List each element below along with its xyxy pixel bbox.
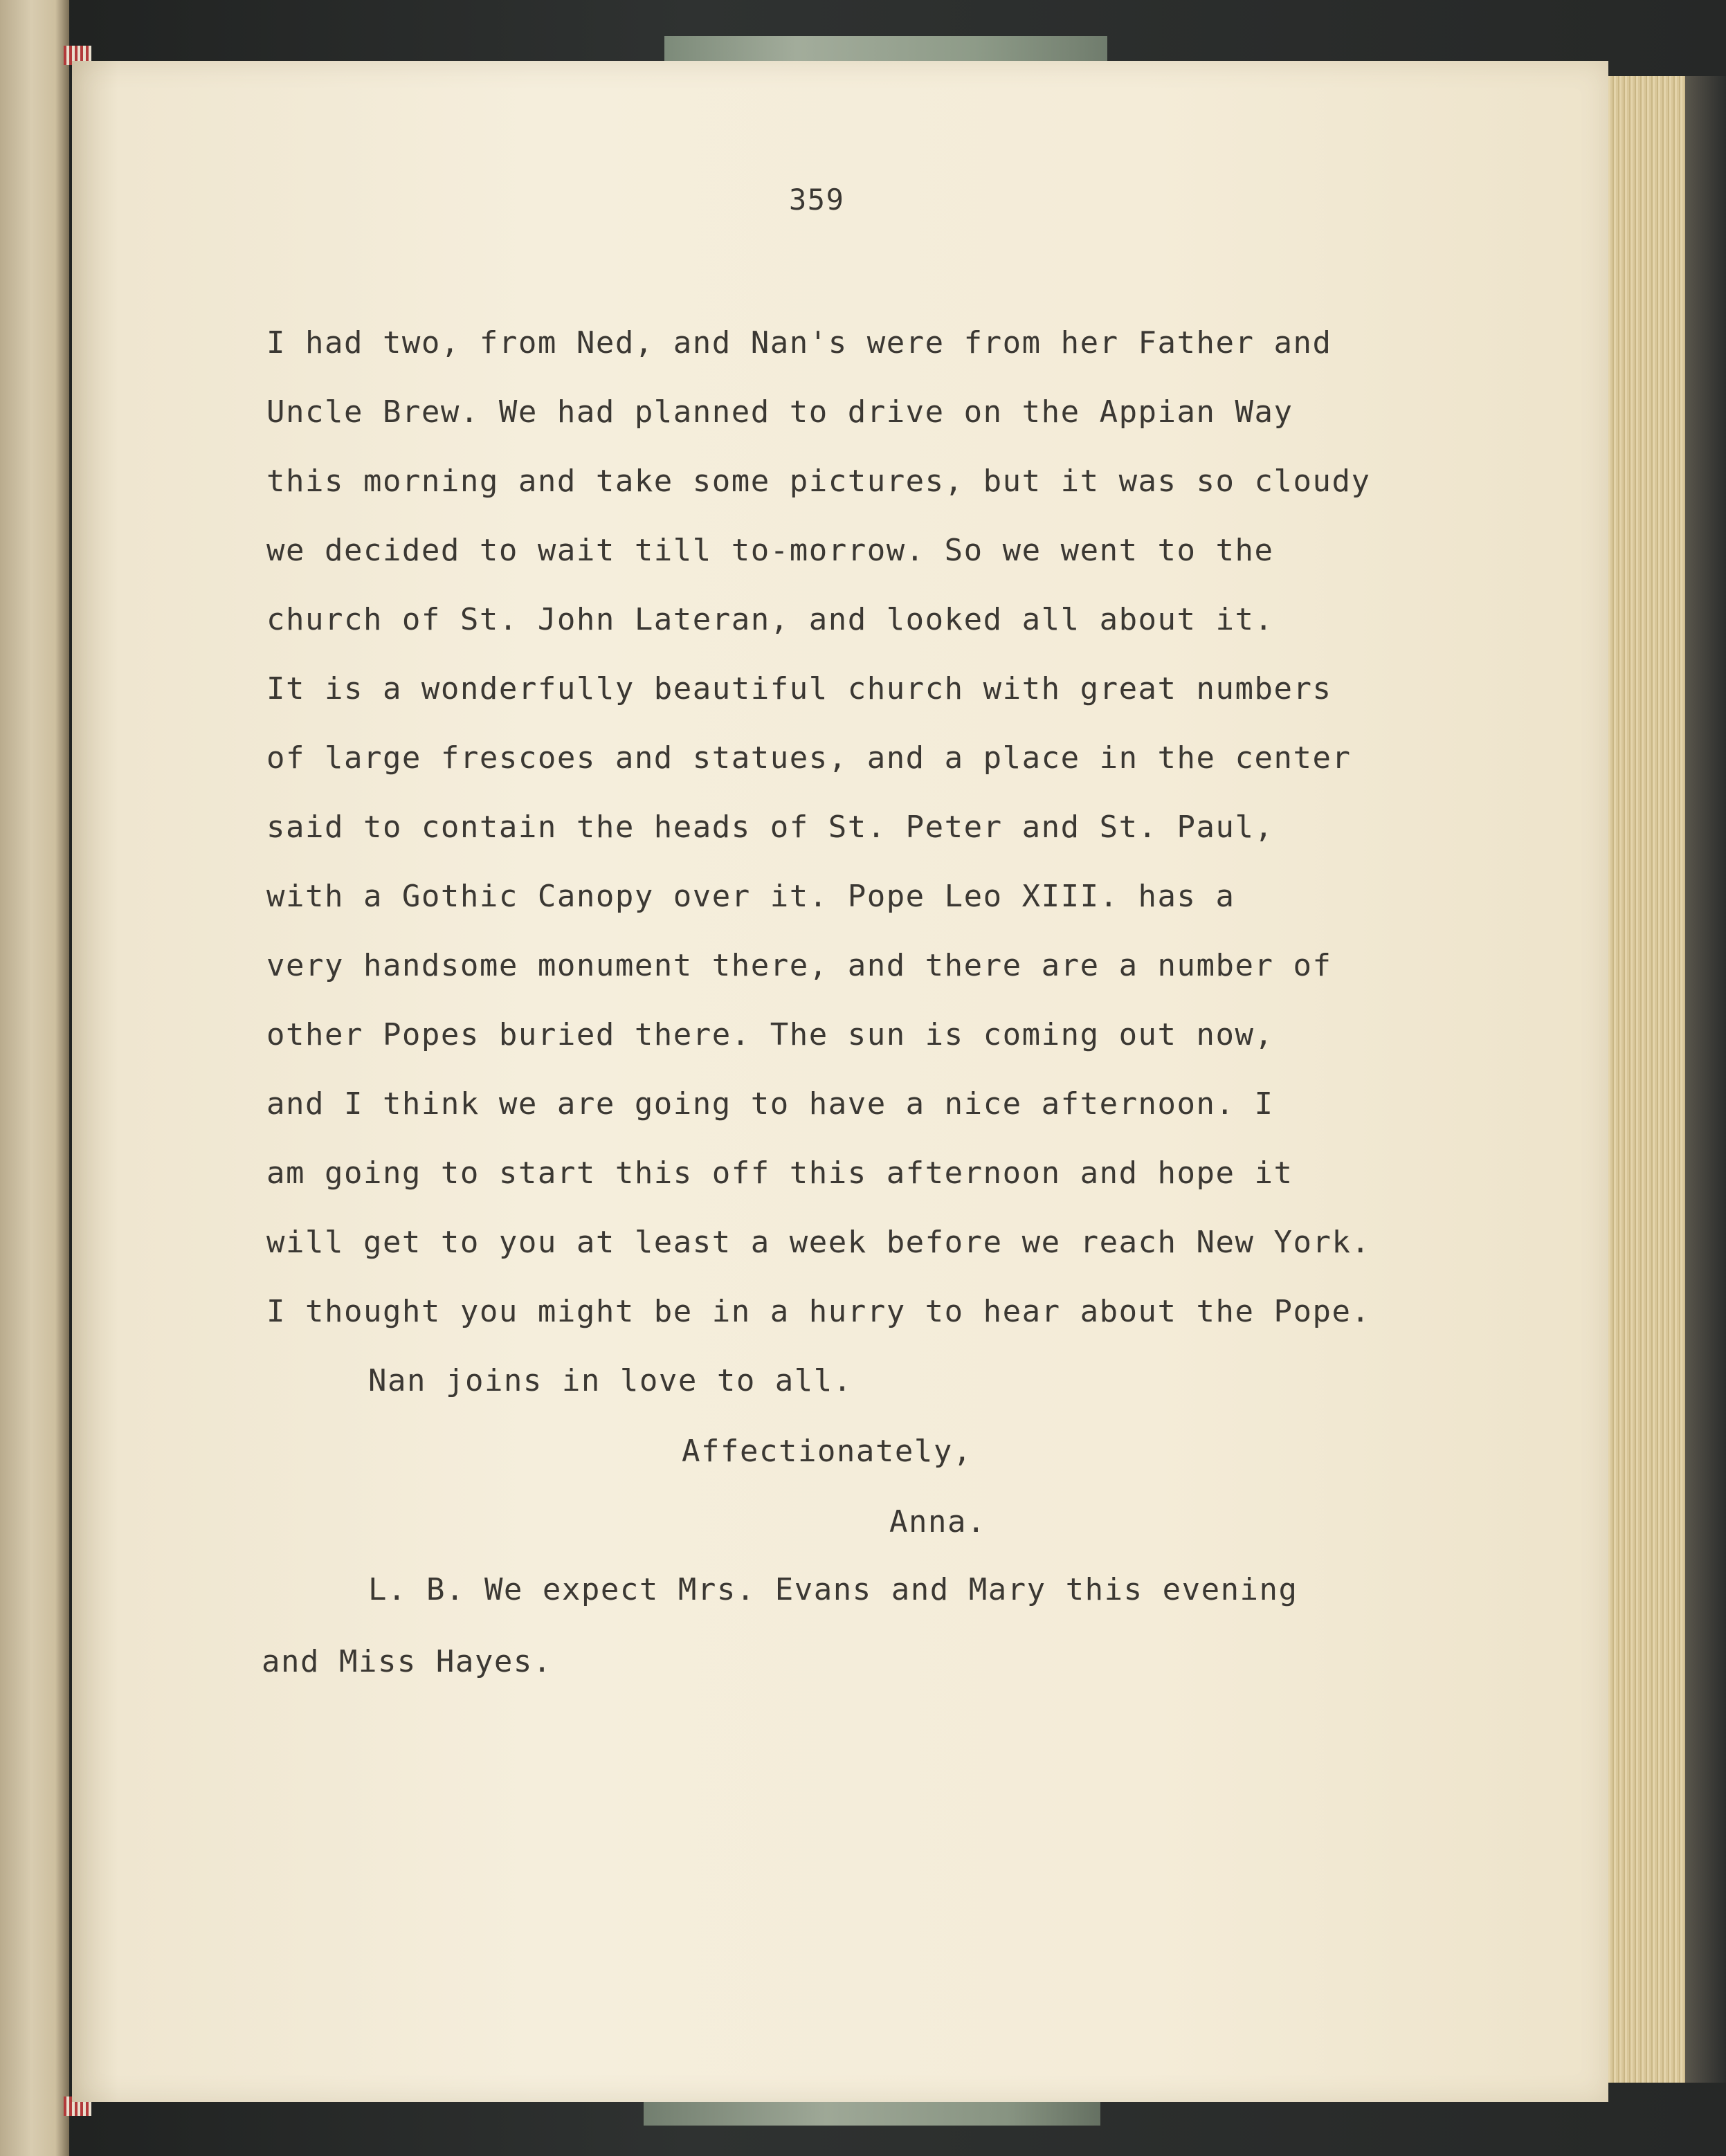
postscript-line: and Miss Hayes. xyxy=(262,1644,552,1679)
body-line: will get to you at least a week before we reach New York. xyxy=(266,1225,1371,1260)
body-line: other Popes buried there. The sun is coming out now, xyxy=(266,1017,1274,1052)
body-line: very handsome monument there, and there are a number of xyxy=(266,948,1332,983)
body-line: church of St. John Lateran, and looked all about it. xyxy=(266,602,1274,637)
postscript-line: L. B. We expect Mrs. Evans and Mary this evening xyxy=(368,1572,1298,1607)
body-line: with a Gothic Canopy over it. Pope Leo XIII. has a xyxy=(266,879,1235,914)
body-line: said to contain the heads of St. Peter and St. Paul, xyxy=(266,810,1274,845)
page-number: 359 xyxy=(789,183,845,217)
body-line: Uncle Brew. We had planned to drive on the Appian Way xyxy=(266,394,1293,430)
body-line: we decided to wait till to-morrow. So we went to the xyxy=(266,533,1274,568)
signature: Anna. xyxy=(889,1504,986,1540)
closing-line: Nan joins in love to all. xyxy=(368,1363,853,1398)
body-line: I thought you might be in a hurry to hear about the Pope. xyxy=(266,1294,1371,1329)
body-line: I had two, from Ned, and Nan's were from her Father and xyxy=(266,325,1332,360)
body-line: of large frescoes and statues, and a place in the center xyxy=(266,740,1352,776)
body-line: am going to start this off this afternoon and hope it xyxy=(266,1155,1293,1191)
valediction: Affectionately, xyxy=(682,1434,972,1469)
body-line: It is a wonderfully beautiful church with great numbers xyxy=(266,671,1332,706)
body-line: this morning and take some pictures, but it was so cloudy xyxy=(266,464,1371,499)
body-line: and I think we are going to have a nice afternoon. I xyxy=(266,1086,1274,1122)
